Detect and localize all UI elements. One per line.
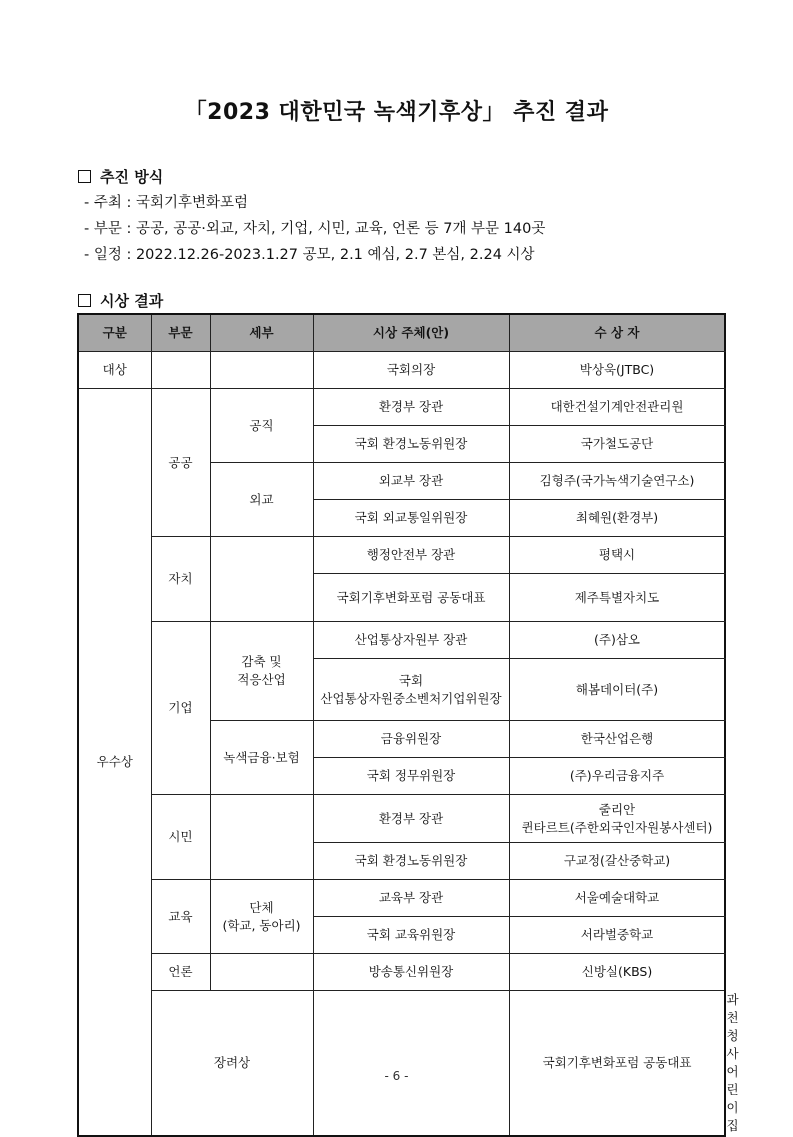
winner-cell: (주)우리금융지주 <box>509 758 725 795</box>
header-presenter: 시상 주체(안) <box>313 314 509 352</box>
presenter-cell: 국회 환경노동위원장 <box>313 426 509 463</box>
section-heading-text: 추진 방식 <box>100 168 164 186</box>
table-row <box>78 795 725 843</box>
presenter-line: 국회 <box>398 672 424 688</box>
detail-cell: 녹색금융·보험 <box>210 721 313 795</box>
winner-cell: 구교정(갈산중학교) <box>509 843 725 880</box>
winner-cell: 최혜원(환경부) <box>509 500 725 537</box>
division-cell: 공공 <box>151 389 210 537</box>
detail-cell <box>210 795 313 880</box>
winner-cell: 김형주(국가녹색기술연구소) <box>509 463 725 500</box>
info-line-host: - 주최 : 국회기후변화포럼 <box>84 195 249 211</box>
category-cell: 우수상 <box>78 389 151 1137</box>
checkbox-square-icon <box>78 294 91 307</box>
winner-cell: 해봄데이터(주) <box>509 659 725 721</box>
table-row <box>78 352 725 389</box>
division-cell <box>151 352 210 389</box>
winner-line: 줄리안 <box>598 801 636 817</box>
detail-cell <box>210 954 313 991</box>
section-heading-text: 시상 결과 <box>100 292 164 310</box>
section-heading-results <box>78 290 163 311</box>
presenter-cell: 국회 외교통일위원장 <box>313 500 509 537</box>
table-row <box>78 954 725 991</box>
table-row <box>78 622 725 659</box>
presenter-cell: 국회기후변화포럼 공동대표 <box>313 574 509 622</box>
section-heading-method <box>78 166 163 187</box>
presenter-cell: 국회기후변화포럼 공동대표 <box>509 991 725 1137</box>
document-title: 「2023 대한민국 녹색기후상」 추진 결과 <box>184 100 609 125</box>
category-cell: 대상 <box>78 352 151 389</box>
presenter-line: 산업통상자원중소벤처기업위원장 <box>320 690 502 706</box>
presenter-cell: 환경부 장관 <box>313 389 509 426</box>
winner-cell: 신방실(KBS) <box>509 954 725 991</box>
detail-cell <box>210 880 313 954</box>
presenter-cell: 국회 환경노동위원장 <box>313 843 509 880</box>
presenter-cell: 행정안전부 장관 <box>313 537 509 574</box>
division-cell: 시민 <box>151 795 210 880</box>
info-line-schedule: - 일정 : 2022.12.26-2023.1.27 공모, 2.1 예심, 2.7 본심, 2.24 시상 <box>84 247 535 263</box>
presenter-cell: 외교부 장관 <box>313 463 509 500</box>
presenter-cell: 국회의장 <box>313 352 509 389</box>
detail-cell <box>313 991 509 1137</box>
winner-cell: 제주특별자치도 <box>509 574 725 622</box>
winner-cell: 평택시 <box>509 537 725 574</box>
table-header-row <box>78 314 725 352</box>
detail-cell: 공직 <box>210 389 313 463</box>
presenter-cell: 국회 정무위원장 <box>313 758 509 795</box>
detail-cell <box>210 352 313 389</box>
presenter-cell <box>313 659 509 721</box>
presenter-cell: 환경부 장관 <box>313 795 509 843</box>
header-winner: 수 상 자 <box>509 314 725 352</box>
presenter-cell: 금융위원장 <box>313 721 509 758</box>
table-row <box>78 389 725 426</box>
detail-cell: 외교 <box>210 463 313 537</box>
winner-line: 퀸타르트(주한외국인자원봉사센터) <box>521 819 713 835</box>
detail-cell <box>210 537 313 622</box>
winner-cell: 국가철도공단 <box>509 426 725 463</box>
presenter-cell: 방송통신위원장 <box>313 954 509 991</box>
page-number: - 6 - <box>384 1069 409 1083</box>
checkbox-square-icon <box>78 170 91 183</box>
winner-cell <box>509 795 725 843</box>
category-cell: 장려상 <box>151 991 313 1137</box>
award-results-table <box>77 313 739 1137</box>
presenter-cell: 교육부 장관 <box>313 880 509 917</box>
table-row <box>78 537 725 574</box>
presenter-cell: 산업통상자원부 장관 <box>313 622 509 659</box>
winner-cell: 서울예술대학교 <box>509 880 725 917</box>
division-cell: 기업 <box>151 622 210 795</box>
detail-line: 단체 <box>249 899 274 915</box>
table-row <box>78 880 725 917</box>
winner-cell: 박상욱(JTBC) <box>509 352 725 389</box>
info-line-categories: - 부문 : 공공, 공공·외교, 자치, 기업, 시민, 교육, 언론 등 7개 부문 140곳 <box>84 221 546 237</box>
detail-line: 감축 및 <box>241 654 282 669</box>
table-row: 장려상 국회기후변화포럼 공동대표 과천청사어린이집 <box>78 991 725 1137</box>
detail-line: 적응산업 <box>237 672 286 687</box>
header-division: 부문 <box>151 314 210 352</box>
header-detail: 세부 <box>210 314 313 352</box>
detail-cell <box>210 622 313 721</box>
winner-cell: 한국산업은행 <box>509 721 725 758</box>
division-cell: 자치 <box>151 537 210 622</box>
winner-cell: 대한건설기계안전관리원 <box>509 389 725 426</box>
detail-line: (학교, 동아리) <box>222 917 301 933</box>
winner-cell: 서라벌중학교 <box>509 917 725 954</box>
division-cell: 교육 <box>151 880 210 954</box>
winner-cell: (주)삼오 <box>509 622 725 659</box>
division-cell: 언론 <box>151 954 210 991</box>
presenter-cell: 국회 교육위원장 <box>313 917 509 954</box>
header-category: 구분 <box>78 314 151 352</box>
